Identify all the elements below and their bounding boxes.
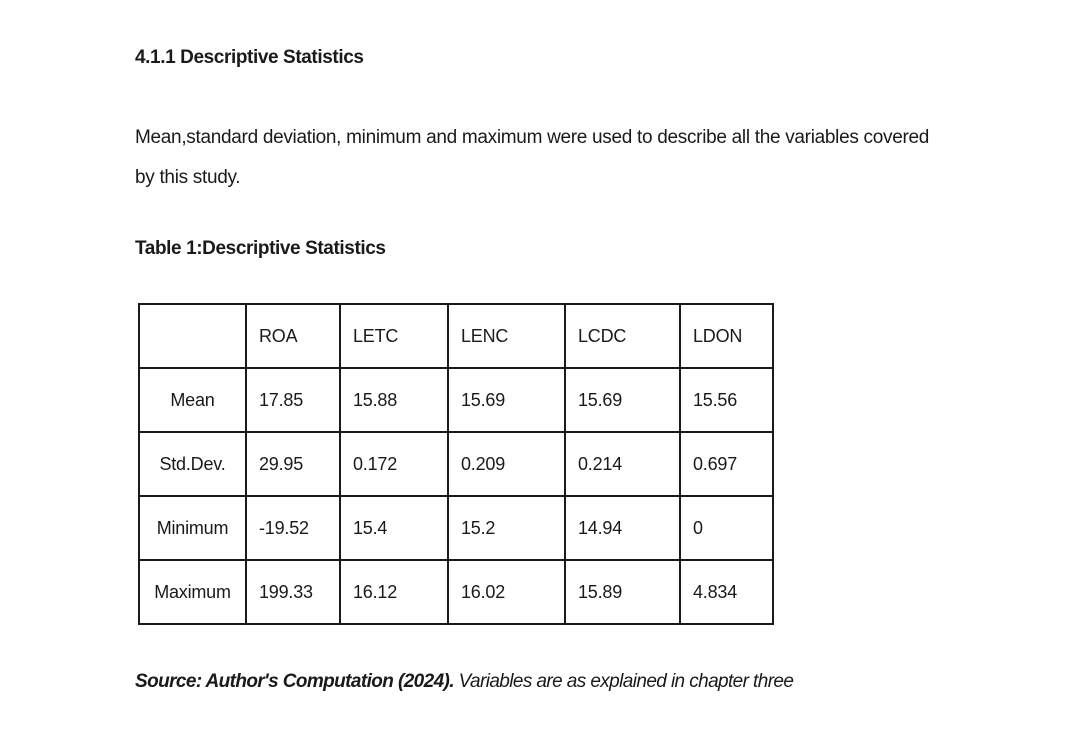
row-label: Std.Dev. bbox=[139, 432, 246, 496]
table-cell: 0.209 bbox=[448, 432, 565, 496]
table-cell: 199.33 bbox=[246, 560, 340, 624]
table-cell: -19.52 bbox=[246, 496, 340, 560]
row-label: Mean bbox=[139, 368, 246, 432]
table-header-cell: LETC bbox=[340, 304, 448, 368]
table-cell: 0 bbox=[680, 496, 773, 560]
table-cell: 16.12 bbox=[340, 560, 448, 624]
table-cell: 17.85 bbox=[246, 368, 340, 432]
section-heading: 4.1.1 Descriptive Statistics bbox=[135, 47, 364, 68]
table-cell: 15.69 bbox=[565, 368, 680, 432]
table-header-cell: ROA bbox=[246, 304, 340, 368]
table-header-cell: LCDC bbox=[565, 304, 680, 368]
table-header-row bbox=[139, 304, 773, 368]
source-remark: Variables are as explained in chapter three bbox=[453, 671, 794, 692]
table-cell: 15.56 bbox=[680, 368, 773, 432]
row-label: Minimum bbox=[139, 496, 246, 560]
descriptive-statistics-table bbox=[138, 303, 774, 625]
table-cell: 16.02 bbox=[448, 560, 565, 624]
table-cell: 29.95 bbox=[246, 432, 340, 496]
table-caption: Table 1:Descriptive Statistics bbox=[135, 238, 386, 259]
table-cell: 14.94 bbox=[565, 496, 680, 560]
table-source-note bbox=[135, 671, 793, 693]
table-cell: 4.834 bbox=[680, 560, 773, 624]
table-row bbox=[139, 496, 773, 560]
table-cell: 15.88 bbox=[340, 368, 448, 432]
table-cell: 0.697 bbox=[680, 432, 773, 496]
table-cell: 15.4 bbox=[340, 496, 448, 560]
table-cell: 15.2 bbox=[448, 496, 565, 560]
source-label: Source: Author's Computation (2024). bbox=[135, 671, 454, 692]
table-header-cell: LENC bbox=[448, 304, 565, 368]
table-header-cell bbox=[139, 304, 246, 368]
table-cell: 0.172 bbox=[340, 432, 448, 496]
table-cell: 15.89 bbox=[565, 560, 680, 624]
body-paragraph: Mean,standard deviation, minimum and maximum were used to describe all the variables covered by this study. bbox=[135, 127, 930, 188]
table-cell: 15.69 bbox=[448, 368, 565, 432]
table-header-cell: LDON bbox=[680, 304, 773, 368]
table-cell: 0.214 bbox=[565, 432, 680, 496]
table-row bbox=[139, 432, 773, 496]
table-row bbox=[139, 560, 773, 624]
row-label: Maximum bbox=[139, 560, 246, 624]
table-row bbox=[139, 368, 773, 432]
